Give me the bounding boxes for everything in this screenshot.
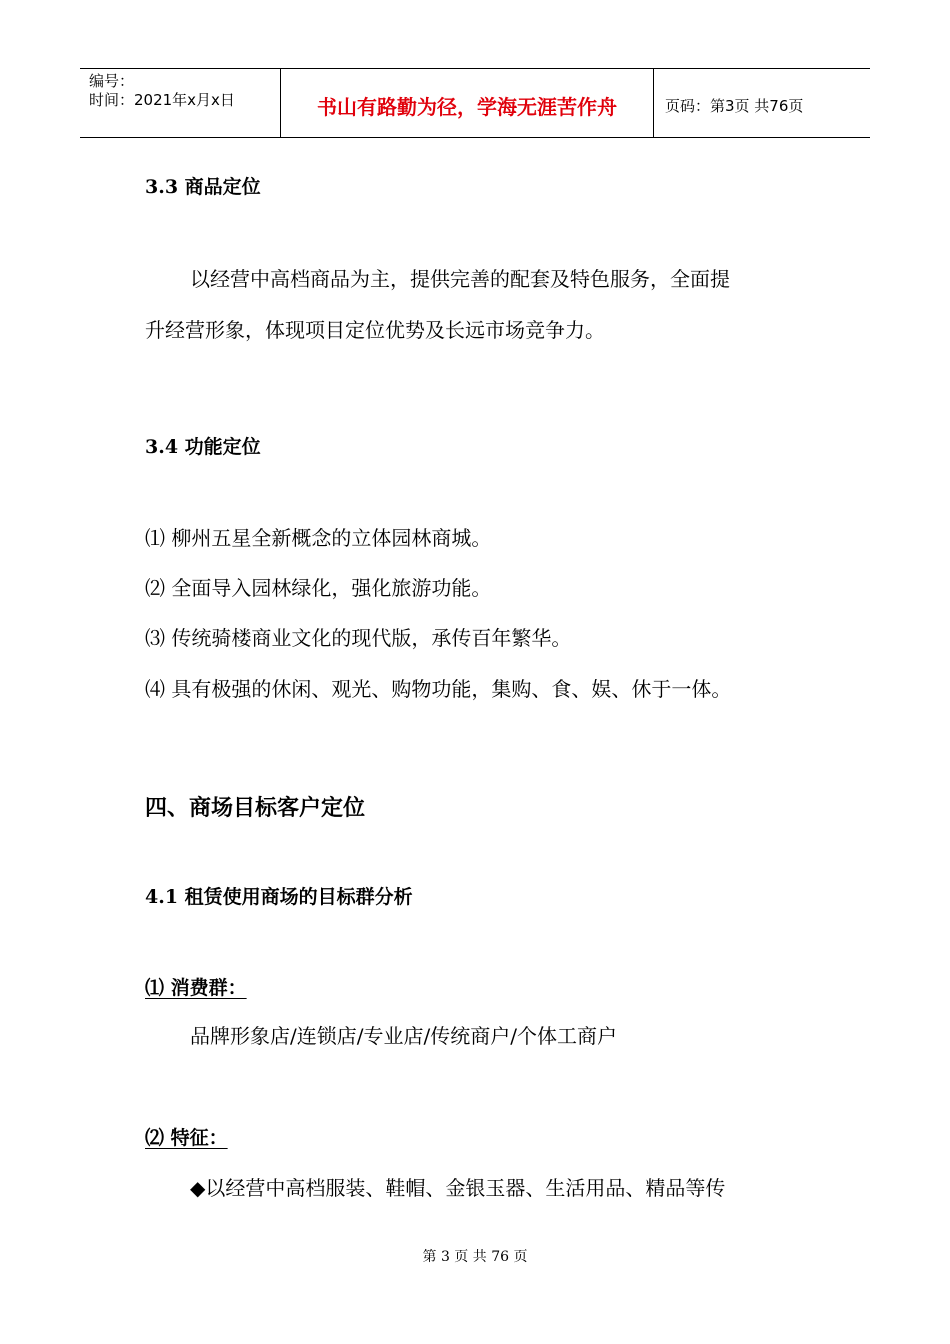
function-item-4: ⑷ 具有极强的休闲、观光、购物功能，集购、食、娱、休于一体。: [145, 677, 732, 701]
subsection-features-title: ⑵ 特征：: [145, 1127, 228, 1149]
section-4-1-title: 4.1 租赁使用商场的目标群分析: [145, 886, 413, 908]
chapter-4-title: 四、商场目标客户定位: [145, 795, 366, 821]
header-left-cell: [80, 69, 281, 137]
function-item-2: ⑵ 全面导入园林绿化，强化旅游功能。: [145, 576, 492, 600]
section-3-4-title: 3.4 功能定位: [145, 436, 261, 458]
header-number-label: 编号：: [89, 72, 135, 90]
section-3-3-paragraph-line-2: 升经营形象，体现项目定位优势及长远市场竞争力。: [145, 318, 605, 342]
section-3-3-paragraph-line-1: 以经营中高档商品为主，提供完善的配套及特色服务，全面提: [190, 267, 730, 291]
header-page-label: 页码：第3页 共76页: [665, 96, 804, 115]
subsection-consumers-title: ⑴ 消费群：: [145, 977, 247, 999]
header-motto: 书山有路勤为径，学海无涯苦作舟: [281, 69, 654, 137]
header-time-label: 时间：2021年x月x日: [89, 91, 235, 109]
section-3-3-title: 3.3 商品定位: [145, 176, 261, 198]
function-item-3: ⑶ 传统骑楼商业文化的现代版，承传百年繁华。: [145, 626, 572, 650]
page-footer: 第 3 页 共 76 页: [422, 1249, 528, 1265]
subsection-features-text: ◆以经营中高档服装、鞋帽、金银玉器、生活用品、精品等传: [190, 1176, 726, 1200]
page-header: [80, 68, 870, 138]
function-item-1: ⑴ 柳州五星全新概念的立体园林商城。: [145, 526, 492, 550]
subsection-consumers-text: 品牌形象店/连锁店/专业店/传统商户/个体工商户: [190, 1024, 617, 1048]
